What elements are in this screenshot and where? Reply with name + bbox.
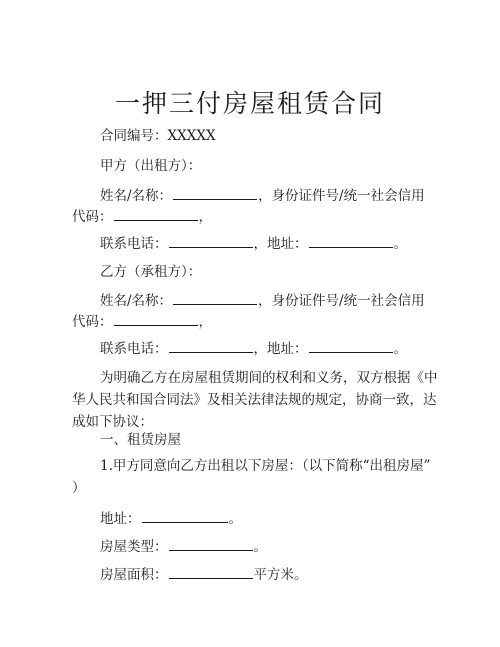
party-b-code-blank xyxy=(114,312,198,326)
clause-1 xyxy=(72,455,432,499)
party-a-phone-label: 联系电话： xyxy=(100,236,168,252)
contract-number-line xyxy=(100,127,216,145)
house-area-unit: 平方米。 xyxy=(253,567,308,583)
house-address-line xyxy=(100,509,242,528)
intro-line-1: 为明确乙方在房屋租赁期间的权利和义务，双方根据《中 xyxy=(100,370,438,386)
intro-line-3: 成如下协议： xyxy=(72,414,153,430)
party-b-code-line xyxy=(72,312,212,331)
house-type-line xyxy=(100,537,267,556)
party-b-code-end: ， xyxy=(198,314,212,330)
party-a-address-blank xyxy=(309,234,393,248)
clause-1-line-2: ） xyxy=(72,480,86,496)
party-b-id-label: ，身份证件号/统一社会信用 xyxy=(258,293,425,309)
contract-number-value: XXXXX xyxy=(167,128,216,144)
house-address-blank xyxy=(142,509,228,523)
house-type-end: 。 xyxy=(253,539,267,555)
house-area-line xyxy=(100,565,308,584)
party-b-phone-label: 联系电话： xyxy=(100,341,168,357)
house-area-label: 房屋面积： xyxy=(100,567,168,583)
party-a-name-line xyxy=(100,186,425,205)
document-title: 一押三付房屋租赁合同 xyxy=(114,89,385,118)
party-a-code-line xyxy=(72,207,212,226)
party-b-code-label: 代码： xyxy=(72,314,113,330)
party-b-contact-line xyxy=(100,339,407,358)
party-a-contact-line xyxy=(100,234,407,253)
house-address-label: 地址： xyxy=(100,511,141,527)
house-type-blank xyxy=(169,537,253,551)
party-b-name-line xyxy=(100,291,425,310)
party-a-id-label: ，身份证件号/统一社会信用 xyxy=(258,188,425,204)
party-b-address-blank xyxy=(309,339,393,353)
house-area-blank xyxy=(169,565,253,579)
party-b-line-end: 。 xyxy=(393,341,407,357)
party-b-heading: 乙方（承租方）： xyxy=(100,264,202,280)
party-a-name-blank xyxy=(173,186,257,200)
party-b-name-label: 姓名/名称： xyxy=(100,293,173,309)
contract-number-label: 合同编号： xyxy=(100,128,168,144)
party-a-line-end: 。 xyxy=(393,236,407,252)
clause-1-line-1: 1.甲方同意向乙方出租以下房屋：（以下简称“出租房屋” xyxy=(100,458,431,474)
house-type-label: 房屋类型： xyxy=(100,539,168,555)
party-a-phone-blank xyxy=(169,234,253,248)
party-a-name-label: 姓名/名称： xyxy=(100,188,173,204)
party-b-name-blank xyxy=(173,291,257,305)
party-a-address-label: ，地址： xyxy=(253,236,308,252)
party-a-heading: 甲方（出租方）： xyxy=(100,158,202,174)
house-address-end: 。 xyxy=(228,511,242,527)
party-a-code-label: 代码： xyxy=(72,209,113,225)
party-a-code-end: ， xyxy=(198,209,212,225)
party-a-code-blank xyxy=(114,207,198,221)
intro-paragraph xyxy=(72,367,438,433)
party-b-phone-blank xyxy=(169,339,253,353)
section-1-heading: 一、租赁房屋 xyxy=(100,432,181,448)
intro-line-2: 华人民共和国合同法》及相关法律法规的规定，协商一致，达 xyxy=(72,392,437,408)
party-b-address-label: ，地址： xyxy=(253,341,308,357)
